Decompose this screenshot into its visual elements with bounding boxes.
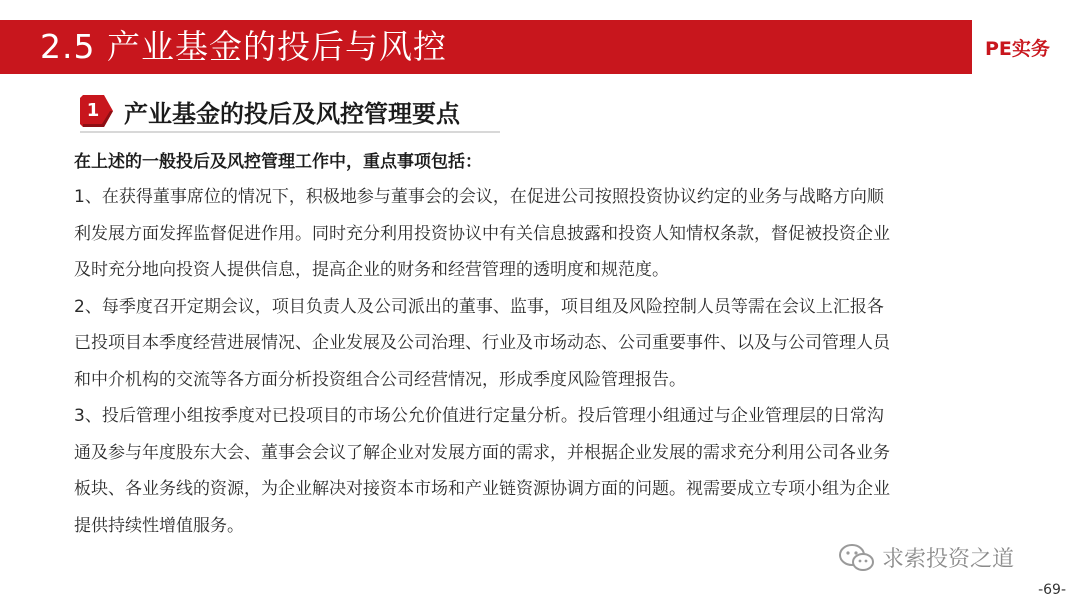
page-number: -69- [1038, 582, 1066, 598]
page-title: 2.5 产业基金的投后与风控 [40, 27, 447, 66]
section-heading [80, 92, 460, 130]
text-line: 及时充分地向投资人提供信息，提高企业的财务和经营管理的透明度和规范度。 [74, 260, 669, 280]
lead-paragraph: 在上述的一般投后及风控管理工作中，重点事项包括： [74, 152, 482, 172]
text-line: 已投项目本季度经营进展情况、企业发展及公司治理、行业及市场动态、公司重要事件、以及与公司管理人员 [74, 333, 890, 353]
section-title: 产业基金的投后及风控管理要点 [124, 99, 460, 128]
text-line: 3、投后管理小组按季度对已投项目的市场公允价值进行定量分析。投后管理小组通过与企业管理层的日常沟 [74, 406, 884, 426]
content-body [74, 146, 1049, 544]
text-line: 和中介机构的交流等各方面分析投资组合公司经营情况，形成季度风险管理报告。 [74, 369, 686, 390]
badge-number: 1 [86, 100, 100, 121]
text-line: 通及参与年度股东大会、董事会会议了解企业对发展方面的需求，并根据企业发展的需求充分利用公司各业务 [74, 442, 890, 463]
watermark [838, 542, 1014, 573]
wechat-icon [838, 543, 876, 573]
watermark-text: 求索投资之道 [882, 547, 1015, 572]
text-line: 板块、各业务线的资源，为企业解决对接资本市场和产业链资源协调方面的问题。视需要成立专项小组为企业 [74, 479, 890, 499]
header-bar [0, 20, 972, 74]
text-line: 利发展方面发挥监督促进作用。同时充分利用投资协议中有关信息披露和投资人知情权条款，督促被投资企业 [74, 223, 890, 244]
text-line: 2、每季度召开定期会议，项目负责人及公司派出的董事、监事，项目组及风险控制人员等需在会议上汇报各 [74, 296, 884, 317]
section-number-badge [80, 95, 114, 127]
brand-label: PE实务 [985, 38, 1050, 60]
text-line: 1、在获得董事席位的情况下，积极地参与董事会的会议，在促进公司按照投资协议约定的业务与战略方向顺 [74, 187, 884, 207]
text-line: 提供持续性增值服务。 [74, 515, 244, 536]
heading-divider [80, 131, 500, 133]
